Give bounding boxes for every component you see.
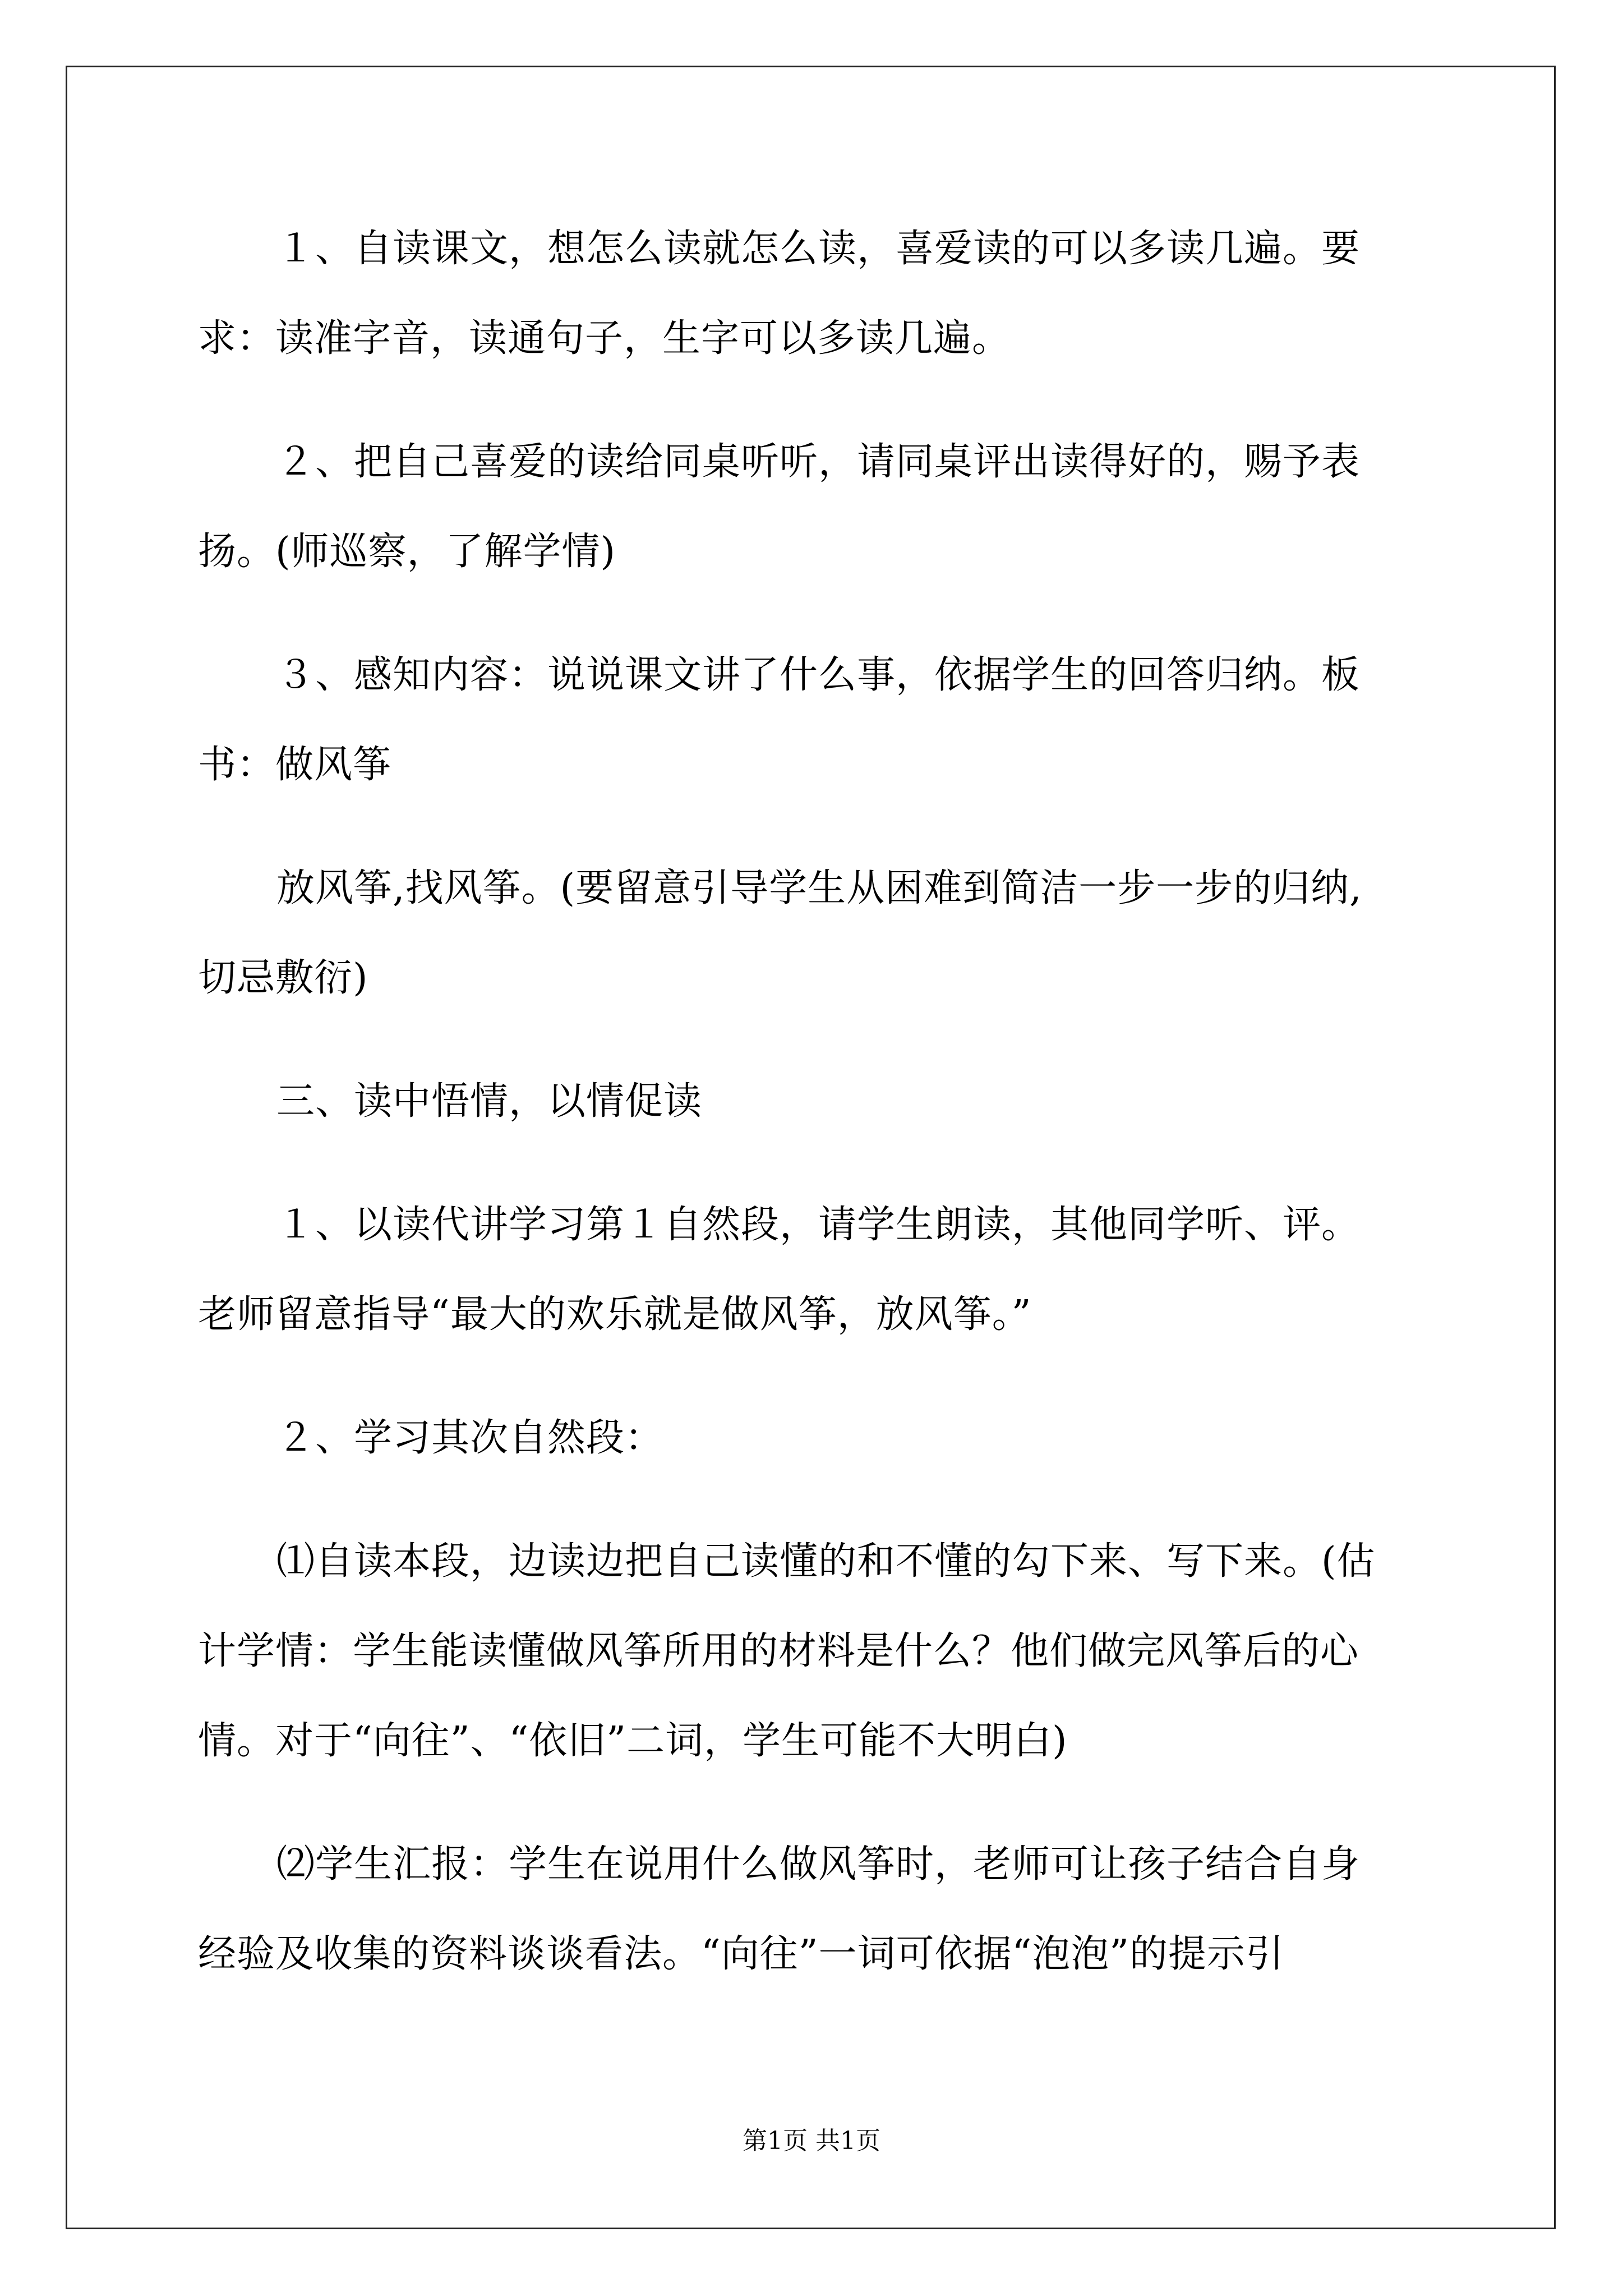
paragraph-line: １、以读代讲学习第１自然段，请学生朗读，其他同学听、评。 (276, 1203, 1361, 1247)
paragraph-line: 切忌敷衍) (198, 956, 368, 1000)
paragraph-line: 书：做风筝 (198, 743, 392, 787)
paragraph-line: ２、把自己喜爱的读给同桌听听，请同桌评出读得好的，赐予表 (276, 440, 1361, 484)
paragraph-line: ⑵学生汇报：学生在说用什么做风筝时，老师可让孩子结合自身 (276, 1842, 1361, 1887)
paragraph-line: 计学情：学生能读懂做风筝所用的材料是什么？他们做完风筝后的心 (198, 1629, 1359, 1673)
paragraph-line: 情。对于“向往”、“依旧”二词，学生可能不大明白) (198, 1719, 1068, 1763)
paragraph-line: １、自读课文，想怎么读就怎么读，喜爱读的可以多读几遍。要 (276, 227, 1361, 271)
section-heading: 三、读中悟情，以情促读 (276, 1079, 703, 1124)
paragraph-line: 扬。(师巡察，了解学情) (198, 530, 616, 574)
paragraph-line: 放风筝,找风筝。(要留意引导学生从困难到简洁一步一步的归纳, (276, 866, 1362, 910)
paragraph-line: ⑴自读本段，边读边把自己读懂的和不懂的勾下来、写下来。(估 (276, 1539, 1376, 1584)
paragraph-line: 求：读准字音，读通句子，生字可以多读几遍。 (198, 316, 1011, 361)
paragraph-line: ３、感知内容：说说课文讲了什么事，依据学生的回答归纳。板 (276, 653, 1361, 697)
paragraph-line: 经验及收集的资料谈谈看法。“向往”一词可依据“泡泡”的提示引 (198, 1932, 1285, 1976)
page-border (66, 66, 1556, 2229)
page-number-footer: 第1页 共1页 (743, 2127, 880, 2155)
paragraph-line: ２、学习其次自然段： (276, 1416, 664, 1460)
paragraph-line: 老师留意指导“最大的欢乐就是做风筝，放风筝。” (198, 1292, 1032, 1337)
